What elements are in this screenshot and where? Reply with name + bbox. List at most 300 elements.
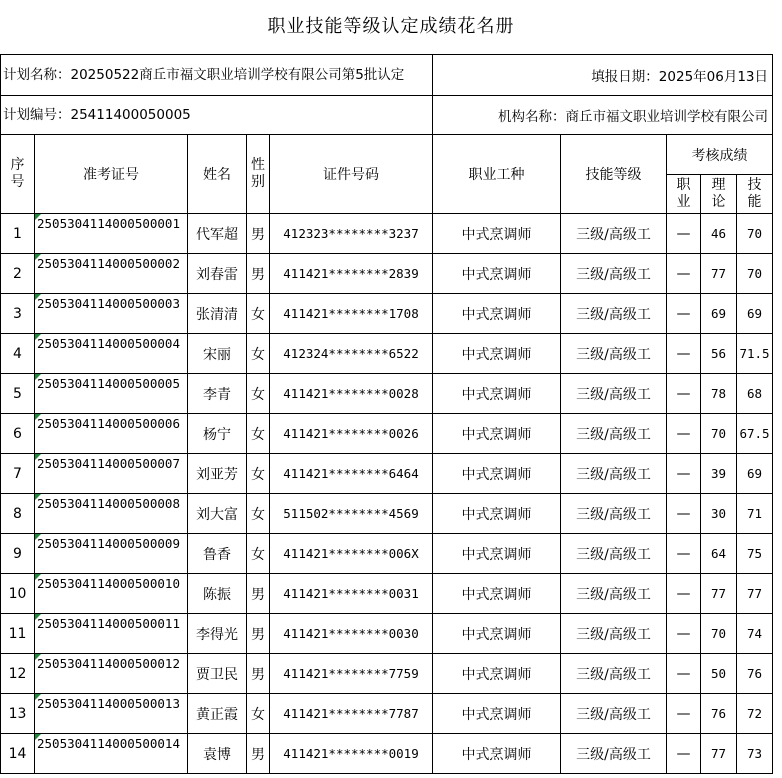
row-gender-text: 女	[251, 706, 265, 723]
row-level-text: 三级/高级工	[576, 346, 651, 363]
row-seq-text: 12	[8, 665, 27, 682]
row-skill	[737, 254, 773, 294]
row-gender	[247, 374, 270, 414]
row-score-job-text: —	[676, 225, 691, 242]
row-job-text: 中式烹调师	[461, 386, 532, 403]
row-score-job	[667, 654, 701, 694]
row-theory	[701, 374, 737, 414]
row-gender-text: 男	[251, 266, 265, 283]
row-skill	[737, 414, 773, 454]
row-name	[188, 534, 247, 574]
row-id-no-text: 411421********006X	[283, 546, 419, 561]
row-job-text: 中式烹调师	[461, 666, 532, 683]
header-score-job: 职业	[667, 175, 701, 214]
row-name	[188, 374, 247, 414]
row-exam-no	[35, 734, 188, 774]
row-exam-no	[35, 574, 188, 614]
row-theory-text: 50	[710, 666, 727, 681]
table-row	[1, 614, 773, 654]
row-gender-text: 女	[251, 346, 265, 363]
row-gender	[247, 654, 270, 694]
row-id-no-text: 411421********7759	[283, 666, 419, 681]
row-level	[561, 254, 667, 294]
cell-error-marker-icon	[35, 414, 41, 420]
row-exam-no-text: 2505304114000500009	[37, 536, 180, 551]
header-exam-no: 准考证号	[35, 135, 188, 214]
row-id-no	[270, 494, 433, 534]
row-theory	[701, 294, 737, 334]
row-id-no	[270, 334, 433, 374]
row-name-text: 李得光	[196, 626, 238, 643]
row-job	[433, 494, 561, 534]
row-gender	[247, 294, 270, 334]
page-title: 职业技能等级认定成绩花名册	[267, 16, 515, 37]
row-score-job	[667, 494, 701, 534]
row-skill	[737, 374, 773, 414]
row-theory-text: 70	[710, 426, 727, 441]
row-gender-text: 女	[251, 306, 265, 323]
row-gender	[247, 614, 270, 654]
row-gender	[247, 254, 270, 294]
row-seq	[1, 374, 35, 414]
row-exam-no-text: 2505304114000500005	[37, 376, 180, 391]
row-id-no	[270, 654, 433, 694]
row-seq	[1, 494, 35, 534]
row-name-text: 陈振	[203, 586, 231, 603]
cell-error-marker-icon	[35, 734, 41, 740]
row-job	[433, 254, 561, 294]
header-row-1	[1, 135, 773, 175]
row-id-no-text: 411421********1708	[283, 306, 419, 321]
row-score-job	[667, 414, 701, 454]
row-level-text: 三级/高级工	[576, 586, 651, 603]
row-score-job	[667, 214, 701, 254]
row-name-text: 张清清	[196, 306, 238, 323]
table-row	[1, 334, 773, 374]
row-level-text: 三级/高级工	[576, 506, 651, 523]
row-seq-text: 4	[13, 345, 22, 362]
row-job	[433, 574, 561, 614]
row-skill-text: 67.5	[739, 426, 770, 441]
row-seq	[1, 654, 35, 694]
row-gender	[247, 334, 270, 374]
row-exam-no-text: 2505304114000500013	[37, 696, 180, 711]
cell-error-marker-icon	[35, 574, 41, 580]
row-level-text: 三级/高级工	[576, 746, 651, 763]
row-id-no	[270, 214, 433, 254]
row-name-text: 刘大富	[196, 506, 238, 523]
row-level-text: 三级/高级工	[576, 466, 651, 483]
row-skill	[737, 614, 773, 654]
row-skill-text: 71	[746, 506, 763, 521]
row-skill	[737, 214, 773, 254]
row-level	[561, 494, 667, 534]
row-seq-text: 13	[8, 705, 27, 722]
row-id-no	[270, 694, 433, 734]
row-seq-text: 5	[13, 385, 22, 402]
table-row	[1, 294, 773, 334]
plan-number: 计划编号：25411400050005	[1, 96, 433, 135]
row-level	[561, 574, 667, 614]
row-job-text: 中式烹调师	[461, 346, 532, 363]
row-job-text: 中式烹调师	[461, 226, 532, 243]
row-level	[561, 654, 667, 694]
row-seq-text: 7	[13, 465, 22, 482]
row-score-job-text: —	[676, 385, 691, 402]
row-gender-text: 男	[251, 666, 265, 683]
row-job	[433, 214, 561, 254]
row-id-no-text: 412323********3237	[283, 226, 419, 241]
plan-name: 计划名称：20250522商丘市福文职业培训学校有限公司第5批认定	[1, 55, 433, 96]
row-gender	[247, 534, 270, 574]
row-exam-no-text: 2505304114000500004	[37, 336, 180, 351]
table-row	[1, 494, 773, 534]
cell-error-marker-icon	[35, 654, 41, 660]
row-exam-no-text: 2505304114000500007	[37, 456, 180, 471]
row-skill-text: 73	[746, 746, 763, 761]
row-skill-text: 68	[746, 386, 763, 401]
row-exam-no	[35, 534, 188, 574]
row-score-job-text: —	[676, 585, 691, 602]
row-seq-text: 2	[13, 265, 22, 282]
row-score-job	[667, 694, 701, 734]
cell-error-marker-icon	[35, 254, 41, 260]
row-theory-text: 30	[710, 506, 727, 521]
row-gender-text: 男	[251, 226, 265, 243]
row-id-no	[270, 254, 433, 294]
row-level	[561, 334, 667, 374]
row-job	[433, 654, 561, 694]
row-score-job-text: —	[676, 465, 691, 482]
row-seq-text: 10	[8, 585, 27, 602]
row-score-job	[667, 574, 701, 614]
table-row	[1, 574, 773, 614]
header-seq: 序号	[1, 135, 35, 214]
fill-date: 填报日期：2025年06月13日	[433, 55, 773, 96]
row-score-job	[667, 334, 701, 374]
row-exam-no	[35, 694, 188, 734]
row-job-text: 中式烹调师	[461, 626, 532, 643]
row-id-no-text: 411421********0019	[283, 746, 419, 761]
row-name	[188, 694, 247, 734]
header-level: 技能等级	[561, 135, 667, 214]
row-gender	[247, 214, 270, 254]
table-row	[1, 414, 773, 454]
row-seq-text: 11	[8, 625, 27, 642]
header-name: 姓名	[188, 135, 247, 214]
row-skill	[737, 454, 773, 494]
row-gender	[247, 414, 270, 454]
score-roster-table	[0, 54, 773, 774]
row-exam-no	[35, 334, 188, 374]
org-name: 机构名称：商丘市福文职业培训学校有限公司	[433, 96, 773, 135]
row-seq-text: 9	[13, 545, 22, 562]
row-name	[188, 654, 247, 694]
row-skill-text: 72	[746, 706, 763, 721]
row-name	[188, 254, 247, 294]
row-name-text: 宋丽	[203, 346, 231, 363]
row-skill-text: 70	[746, 226, 763, 241]
row-theory	[701, 534, 737, 574]
table-row	[1, 214, 773, 254]
row-level-text: 三级/高级工	[576, 266, 651, 283]
row-theory	[701, 334, 737, 374]
row-exam-no	[35, 214, 188, 254]
row-score-job-text: —	[676, 265, 691, 282]
row-name	[188, 614, 247, 654]
info-row-2	[1, 96, 773, 135]
row-skill-text: 71.5	[739, 346, 770, 361]
row-name	[188, 334, 247, 374]
row-skill	[737, 334, 773, 374]
row-score-job-text: —	[676, 345, 691, 362]
row-level-text: 三级/高级工	[576, 546, 651, 563]
row-id-no-text: 411421********6464	[283, 466, 419, 481]
row-gender-text: 男	[251, 626, 265, 643]
row-score-job-text: —	[676, 625, 691, 642]
row-exam-no-text: 2505304114000500010	[37, 576, 180, 591]
row-theory	[701, 414, 737, 454]
row-gender	[247, 574, 270, 614]
row-job-text: 中式烹调师	[461, 466, 532, 483]
row-theory-text: 39	[710, 466, 727, 481]
row-seq	[1, 534, 35, 574]
row-id-no-text: 411421********0030	[283, 626, 419, 641]
row-gender-text: 女	[251, 546, 265, 563]
row-skill-text: 74	[746, 626, 763, 641]
row-id-no	[270, 534, 433, 574]
row-job-text: 中式烹调师	[461, 266, 532, 283]
row-skill-text: 77	[746, 586, 763, 601]
row-name-text: 杨宁	[203, 426, 231, 443]
row-skill-text: 70	[746, 266, 763, 281]
row-skill	[737, 654, 773, 694]
header-gender: 性别	[247, 135, 270, 214]
row-seq-text: 8	[13, 505, 22, 522]
row-id-no-text: 411421********0031	[283, 586, 419, 601]
row-id-no-text: 412324********6522	[283, 346, 419, 361]
row-name-text: 袁博	[203, 746, 231, 763]
row-score-job-text: —	[676, 505, 691, 522]
row-skill	[737, 294, 773, 334]
row-skill-text: 75	[746, 546, 763, 561]
row-exam-no-text: 2505304114000500012	[37, 656, 180, 671]
row-id-no	[270, 374, 433, 414]
row-name-text: 代军超	[196, 226, 238, 243]
row-score-job-text: —	[676, 545, 691, 562]
row-theory	[701, 254, 737, 294]
row-job-text: 中式烹调师	[461, 506, 532, 523]
row-exam-no-text: 2505304114000500003	[37, 296, 180, 311]
row-exam-no	[35, 614, 188, 654]
row-theory-text: 64	[710, 546, 727, 561]
cell-error-marker-icon	[35, 494, 41, 500]
row-name	[188, 574, 247, 614]
row-score-job	[667, 374, 701, 414]
row-score-job-text: —	[676, 705, 691, 722]
row-name	[188, 454, 247, 494]
row-exam-no	[35, 374, 188, 414]
header-score-group: 考核成绩	[667, 135, 773, 175]
table-row	[1, 454, 773, 494]
row-score-job-text: —	[676, 745, 691, 762]
row-id-no	[270, 414, 433, 454]
row-score-job	[667, 454, 701, 494]
row-level-text: 三级/高级工	[576, 426, 651, 443]
row-score-job	[667, 614, 701, 654]
row-theory	[701, 574, 737, 614]
row-name	[188, 214, 247, 254]
row-id-no-text: 411421********0028	[283, 386, 419, 401]
row-id-no-text: 411421********2839	[283, 266, 419, 281]
row-job	[433, 534, 561, 574]
row-exam-no-text: 2505304114000500001	[37, 216, 180, 231]
row-job	[433, 294, 561, 334]
row-seq	[1, 334, 35, 374]
row-level	[561, 374, 667, 414]
row-job	[433, 334, 561, 374]
row-job	[433, 614, 561, 654]
row-gender-text: 男	[251, 746, 265, 763]
row-theory	[701, 214, 737, 254]
row-id-no	[270, 574, 433, 614]
row-exam-no	[35, 254, 188, 294]
row-skill	[737, 694, 773, 734]
row-level	[561, 214, 667, 254]
row-name-text: 贾卫民	[196, 666, 238, 683]
row-level	[561, 694, 667, 734]
row-job	[433, 374, 561, 414]
row-name-text: 鲁香	[203, 546, 231, 563]
cell-error-marker-icon	[35, 614, 41, 620]
row-job-text: 中式烹调师	[461, 306, 532, 323]
row-exam-no-text: 2505304114000500002	[37, 256, 180, 271]
row-seq	[1, 254, 35, 294]
row-job-text: 中式烹调师	[461, 706, 532, 723]
row-gender	[247, 494, 270, 534]
row-id-no-text: 411421********7787	[283, 706, 419, 721]
row-job	[433, 414, 561, 454]
row-theory-text: 56	[710, 346, 727, 361]
header-job: 职业工种	[433, 135, 561, 214]
table-row	[1, 734, 773, 774]
table-row	[1, 654, 773, 694]
row-seq	[1, 614, 35, 654]
row-name-text: 刘亚芳	[196, 466, 238, 483]
row-exam-no	[35, 454, 188, 494]
row-level	[561, 534, 667, 574]
row-name-text: 刘春雷	[196, 266, 238, 283]
row-exam-no-text: 2505304114000500006	[37, 416, 180, 431]
row-seq	[1, 694, 35, 734]
info-row-1	[1, 55, 773, 96]
row-skill-text: 76	[746, 666, 763, 681]
row-theory	[701, 734, 737, 774]
row-name	[188, 414, 247, 454]
row-name-text: 李青	[203, 386, 231, 403]
row-exam-no-text: 2505304114000500011	[37, 616, 180, 631]
row-skill	[737, 574, 773, 614]
row-name	[188, 734, 247, 774]
header-score-skill: 技能	[737, 175, 773, 214]
cell-error-marker-icon	[35, 694, 41, 700]
row-theory-text: 77	[710, 746, 727, 761]
row-score-job-text: —	[676, 665, 691, 682]
row-seq	[1, 574, 35, 614]
row-level	[561, 614, 667, 654]
row-gender-text: 女	[251, 426, 265, 443]
row-seq	[1, 414, 35, 454]
row-job-text: 中式烹调师	[461, 546, 532, 563]
row-theory-text: 70	[710, 626, 727, 641]
row-score-job	[667, 734, 701, 774]
row-id-no	[270, 734, 433, 774]
row-id-no-text: 411421********0026	[283, 426, 419, 441]
row-theory-text: 46	[710, 226, 727, 241]
row-seq-text: 14	[8, 745, 27, 762]
row-level-text: 三级/高级工	[576, 306, 651, 323]
header-score-theory: 理论	[701, 175, 737, 214]
row-gender-text: 女	[251, 506, 265, 523]
row-seq	[1, 294, 35, 334]
cell-error-marker-icon	[35, 454, 41, 460]
cell-error-marker-icon	[35, 374, 41, 380]
cell-error-marker-icon	[35, 214, 41, 220]
row-job-text: 中式烹调师	[461, 586, 532, 603]
row-theory-text: 69	[710, 306, 727, 321]
table-row	[1, 694, 773, 734]
row-name-text: 黄正霞	[196, 706, 238, 723]
row-level	[561, 294, 667, 334]
row-job-text: 中式烹调师	[461, 746, 532, 763]
row-level-text: 三级/高级工	[576, 226, 651, 243]
row-gender-text: 女	[251, 386, 265, 403]
table-row	[1, 534, 773, 574]
row-job	[433, 694, 561, 734]
row-gender-text: 男	[251, 586, 265, 603]
row-level-text: 三级/高级工	[576, 706, 651, 723]
row-score-job-text: —	[676, 305, 691, 322]
row-seq	[1, 214, 35, 254]
cell-error-marker-icon	[35, 334, 41, 340]
row-skill	[737, 734, 773, 774]
table-row	[1, 374, 773, 414]
row-theory-text: 76	[710, 706, 727, 721]
row-theory	[701, 654, 737, 694]
row-seq	[1, 454, 35, 494]
row-gender	[247, 734, 270, 774]
row-theory-text: 77	[710, 586, 727, 601]
row-level-text: 三级/高级工	[576, 626, 651, 643]
row-gender-text: 女	[251, 466, 265, 483]
row-theory-text: 78	[710, 386, 727, 401]
row-level-text: 三级/高级工	[576, 666, 651, 683]
row-level	[561, 734, 667, 774]
row-theory	[701, 614, 737, 654]
row-gender	[247, 454, 270, 494]
row-score-job-text: —	[676, 425, 691, 442]
row-exam-no-text: 2505304114000500008	[37, 496, 180, 511]
row-seq-text: 3	[13, 305, 22, 322]
row-theory	[701, 694, 737, 734]
row-job	[433, 734, 561, 774]
row-exam-no	[35, 654, 188, 694]
cell-error-marker-icon	[35, 294, 41, 300]
row-skill-text: 69	[746, 466, 763, 481]
row-seq-text: 6	[13, 425, 22, 442]
row-theory-text: 77	[710, 266, 727, 281]
row-level-text: 三级/高级工	[576, 386, 651, 403]
